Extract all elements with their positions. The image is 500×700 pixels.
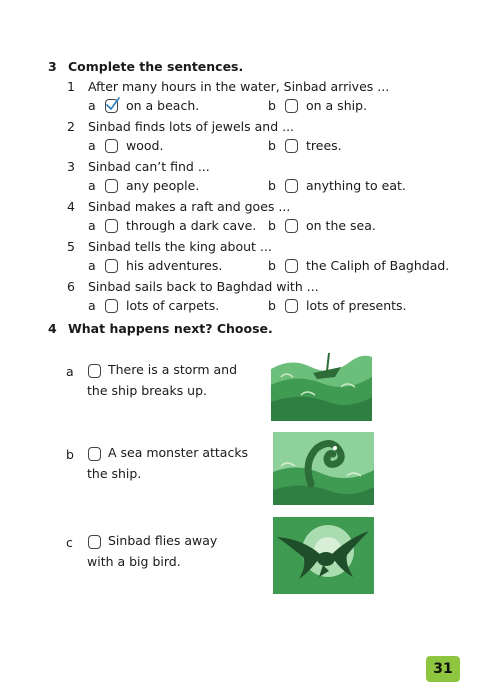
question-text: After many hours in the water, Sinbad arrives ...	[88, 79, 390, 94]
option-a-letter: a	[88, 218, 96, 233]
option-b-letter: b	[268, 138, 276, 153]
option-a-letter: a	[88, 98, 96, 113]
checkbox-option-a[interactable]	[105, 179, 118, 193]
option-letter: b	[66, 447, 74, 462]
checkbox-option-b[interactable]	[285, 219, 298, 233]
option-a-letter: a	[88, 258, 96, 273]
option-line-1: A sea monster attacks	[108, 445, 249, 460]
option-b-text: on a ship.	[306, 98, 367, 113]
option-letter: c	[66, 535, 73, 550]
option-a-text: wood.	[126, 138, 164, 153]
option-a-text: his adventures.	[126, 258, 223, 273]
exercise-title: Complete the sentences.	[68, 59, 244, 74]
option-b-letter: b	[268, 178, 276, 193]
option-b-text: lots of presents.	[306, 298, 407, 313]
question-text: Sinbad finds lots of jewels and ...	[88, 119, 295, 134]
option-b-text: anything to eat.	[306, 178, 406, 193]
checkbox-option-a[interactable]	[105, 139, 118, 153]
option-b-letter: b	[268, 98, 276, 113]
option-b-letter: b	[268, 258, 276, 273]
option-a-text: any people.	[126, 178, 200, 193]
exercise-number: 4	[48, 321, 57, 336]
ship-in-storm-illustration	[271, 347, 372, 421]
option-a-letter: a	[88, 138, 96, 153]
question-number: 6	[67, 279, 75, 294]
option-line-2: the ship.	[87, 466, 142, 481]
option-a-letter: a	[88, 298, 96, 313]
option-line-1: Sinbad flies away	[108, 533, 218, 548]
checkbox-option-b[interactable]	[285, 139, 298, 153]
sea-monster-illustration	[273, 432, 374, 505]
checkbox-option-a[interactable]	[105, 99, 118, 113]
option-text	[87, 359, 237, 401]
option-line-1: There is a storm and	[108, 362, 238, 377]
option-text	[87, 442, 248, 484]
exercise-title: What happens next? Choose.	[68, 321, 273, 336]
giant-bird-illustration	[273, 517, 374, 594]
option-a-text: on a beach.	[126, 98, 200, 113]
option-a-text: through a dark cave.	[126, 218, 257, 233]
question-number: 2	[67, 119, 75, 134]
question-number: 4	[67, 199, 75, 214]
page-number: 31	[426, 656, 460, 682]
checkbox-option-a[interactable]	[105, 299, 118, 313]
checkbox-option-a[interactable]	[105, 259, 118, 273]
question-number: 5	[67, 239, 75, 254]
question-text: Sinbad makes a raft and goes ...	[88, 199, 291, 214]
question-number: 1	[67, 79, 75, 94]
checkbox-option-a[interactable]	[105, 219, 118, 233]
option-a-text: lots of carpets.	[126, 298, 220, 313]
option-letter: a	[66, 364, 74, 379]
option-b-text: the Caliph of Baghdad.	[306, 258, 450, 273]
exercise-number: 3	[48, 59, 57, 74]
option-b-text: trees.	[306, 138, 342, 153]
question-text: Sinbad can’t find ...	[88, 159, 210, 174]
option-b-letter: b	[268, 218, 276, 233]
option-line-2: with a big bird.	[87, 554, 181, 569]
checkbox-option-b[interactable]	[285, 299, 298, 313]
option-b-letter: b	[268, 298, 276, 313]
question-text: Sinbad sails back to Baghdad with ...	[88, 279, 319, 294]
option-line-2: the ship breaks up.	[87, 383, 208, 398]
checkbox-option-b[interactable]	[285, 179, 298, 193]
question-text: Sinbad tells the king about ...	[88, 239, 272, 254]
checkbox-option-b[interactable]	[285, 99, 298, 113]
option-b-text: on the sea.	[306, 218, 376, 233]
option-a-letter: a	[88, 178, 96, 193]
checkbox-option-b[interactable]	[285, 259, 298, 273]
question-number: 3	[67, 159, 75, 174]
option-text	[87, 530, 217, 572]
